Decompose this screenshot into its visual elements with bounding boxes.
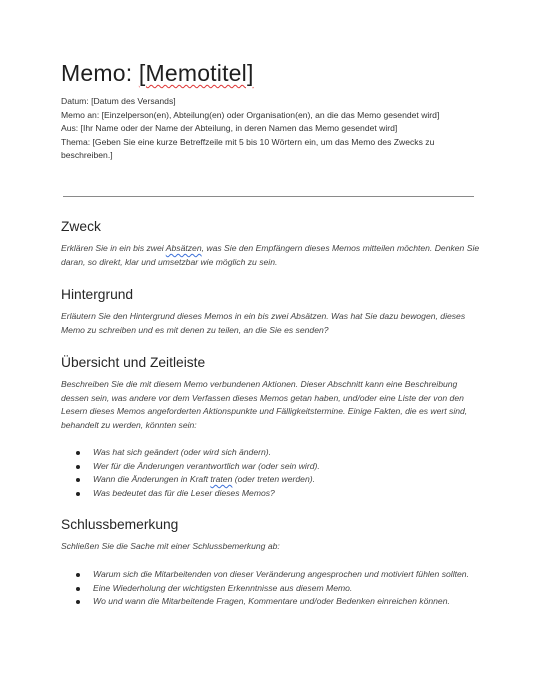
recipient-value[interactable]: [Einzelperson(en), Abteilung(en) oder Organisation(en), an die das Memo gesendet wird] [99, 109, 440, 120]
list-item-text: Was hat sich geändert (oder wird sich ändern). [93, 447, 272, 457]
heading-uebersicht[interactable]: Übersicht und Zeitleiste [61, 355, 206, 370]
bullet-icon [76, 492, 80, 496]
list-item[interactable] [76, 568, 471, 582]
bullet-icon [76, 465, 80, 469]
date-field[interactable] [61, 95, 476, 109]
sender-field[interactable] [61, 122, 476, 136]
subject-field[interactable] [61, 136, 476, 163]
memo-title-prefix: Memo: [61, 60, 139, 86]
date-label: Datum: [61, 96, 89, 106]
bullet-icon [76, 478, 80, 482]
memo-title[interactable] [61, 60, 254, 87]
list-item-text: Wer für die Änderungen verantwortlich war (oder sein wird). [93, 460, 320, 471]
sender-label: Aus: [61, 123, 79, 133]
zweck-text-start: Erklären Sie in ein bis zwei [61, 243, 166, 253]
flagged-word-absaetzen[interactable]: Absätzen [165, 243, 202, 253]
recipient-label: Memo an: [61, 109, 100, 120]
list-item[interactable] [76, 460, 471, 474]
list-item-text: Wo und wann die Mitarbeitende Fragen, Kommentare und/oder Bedenken einreichen können. [93, 596, 450, 607]
bullet-icon [76, 600, 80, 604]
heading-zweck[interactable]: Zweck [61, 219, 101, 234]
list-item-text-end: (oder treten werden). [232, 474, 315, 485]
list-item-text: Warum sich die Mitarbeitenden von dieser Veränderung angesprochen und motiviert fühlen sollten. [93, 569, 469, 579]
date-value[interactable]: [Datum des Versands] [88, 96, 176, 106]
list-item[interactable] [76, 595, 471, 609]
list-item-text: Was bedeutet das für die Leser dieses Memos? [93, 487, 275, 498]
zweck-text-end: , was Sie den Empfängern dieses Memos mitteilen möchten. Denken Sie daran, so direkt, klar und umsetzbar wie möglich zu sein. [61, 243, 480, 267]
subject-label: Thema: [61, 136, 91, 147]
heading-hintergrund[interactable]: Hintergrund [61, 287, 134, 302]
bullet-icon [76, 451, 80, 455]
heading-schlussbemerkung[interactable]: Schlussbemerkung [61, 517, 179, 532]
list-schlussbemerkung [76, 568, 471, 609]
bullet-icon [76, 573, 80, 577]
horizontal-divider [63, 196, 474, 197]
paragraph-zweck[interactable] [61, 242, 481, 269]
paragraph-schlussbemerkung[interactable]: Schließen Sie die Sache mit einer Schlussbemerkung ab: [61, 541, 280, 551]
paragraph-uebersicht[interactable]: Beschreiben Sie die mit diesem Memo verbundenen Aktionen. Dieser Abschnitt kann eine Beschreibung dessen sein, was andere vor dem Verfassen dieses Memos getan haben, und/oder eine Liste der von den Lesern dieses Memos angeforderten Aktionspunkte und Fälligkeitstermine. Einige Fakten, die es wert sind, behandelt zu werden, könnten sein: [61, 379, 468, 430]
list-item[interactable] [76, 446, 471, 460]
bullet-icon [76, 587, 80, 591]
list-item-text: Eine Wiederholung der wichtigsten Erkenntnisse aus diesem Memo. [93, 582, 353, 593]
list-item[interactable] [76, 582, 471, 596]
list-item-text: Wann die Änderungen in Kraft [93, 474, 211, 485]
memo-header-fields [61, 95, 476, 163]
recipient-field[interactable] [61, 109, 476, 123]
list-item[interactable] [76, 487, 471, 501]
paragraph-hintergrund[interactable]: Erläutern Sie den Hintergrund dieses Memos in ein bis zwei Absätzen. Was hat Sie dazu bewogen, dieses Memo zu schreiben und es mit denen zu teilen, an die Sie es senden? [61, 311, 466, 335]
flagged-word-traten[interactable]: traten [210, 474, 233, 485]
memo-title-placeholder[interactable]: [Memotitel] [138, 60, 254, 86]
list-uebersicht [76, 446, 471, 500]
list-item[interactable] [76, 473, 471, 487]
sender-value[interactable]: [Ihr Name oder der Name der Abteilung, in deren Namen das Memo gesendet wird] [78, 123, 398, 133]
subject-value[interactable]: [Geben Sie eine kurze Betreffzeile mit 5 bis 10 Wörtern ein, um das Memo des Zwecks zu beschreiben.] [61, 136, 435, 160]
